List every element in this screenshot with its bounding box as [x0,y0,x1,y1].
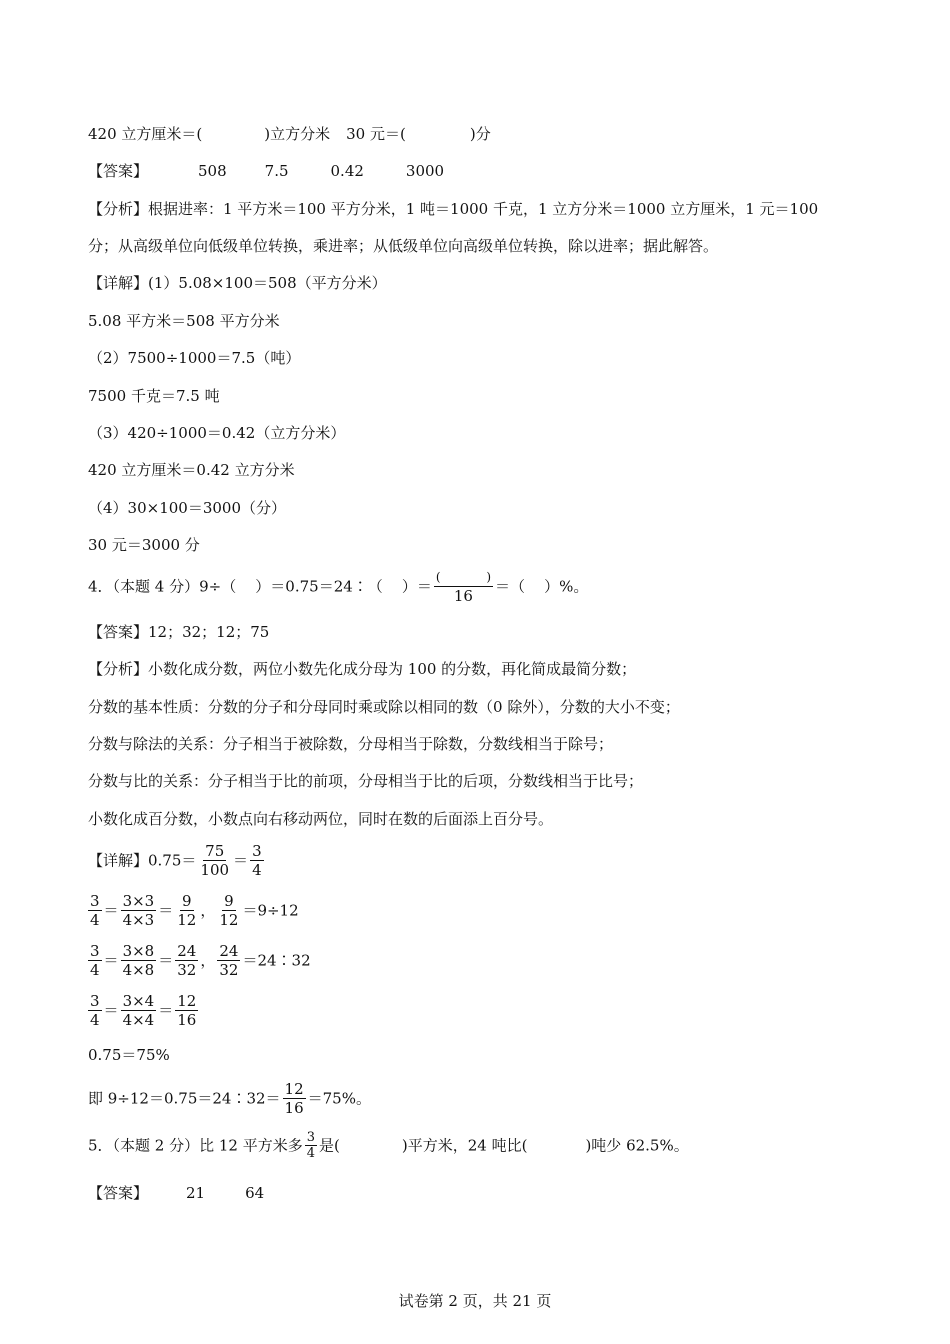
fraction-3-4: $\frac{3}{4}$ [90,942,100,979]
detail-4-line4: $\frac{3}{4}$ ＝ $\frac{3\times 4}{4\times 4}$ ＝ $\frac{12}{16}$ [90,992,197,1029]
analysis-4-line5: 小数化成百分数，小数点向右移动两位，同时在数的后面添上百分号。 [88,810,554,828]
analysis-4-line4: 分数与比的关系：分子相当于比的前项，分母相当于比的后项，分数线相当于比号； [88,772,644,790]
question-3-tail: 420 立方厘米＝( )立方分米 30 元＝( )分 [88,125,491,143]
fraction-3x3-4x3: $\frac{3\times 3}{4\times 3}$ [122,892,155,929]
fraction-3-4: $\frac{3}{4}$ [306,1130,316,1161]
detail-4-summary: 即 9÷12＝0.75＝24∶32＝ $\frac{12}{16}$ ＝75%。 [88,1080,371,1117]
fraction-3-4: $\frac{3}{4}$ [90,892,100,929]
detail-3-line5: （3）420÷1000＝0.42（立方分米） [88,424,346,442]
page-footer: 试卷第 2 页，共 21 页 [398,1292,552,1310]
detail-3-line3: （2）7500÷1000＝7.5（吨） [88,349,301,367]
detail-3-line7: （4）30×100＝3000（分） [88,499,287,517]
fraction-75-100: $\frac{75}{100}$ [200,842,230,879]
analysis-4-line2: 分数的基本性质：分数的分子和分母同时乘或除以相同的数（0 除外），分数的大小不变； [88,698,680,716]
analysis-3-line1: 【分析】根据进率：1 平方米＝100 平方分米，1 吨＝1000 千克，1 立方分米＝1000 立方厘米，1 元＝100 [88,200,819,218]
detail-3-line1: 【详解】(1）5.08×100＝508（平方分米） [88,274,387,292]
blank-fraction: $\frac{( )}{16}$ [435,570,492,605]
answer-5: 【答案】 21 64 [88,1184,265,1202]
fraction-3x8-4x8: $\frac{3\times 8}{4\times 8}$ [122,942,155,979]
fraction-24-32: $\frac{24}{32}$ [177,942,197,979]
fraction-9-12: $\frac{9}{12}$ [177,892,197,929]
detail-3-line8: 30 元＝3000 分 [88,536,200,554]
detail-3-line2: 5.08 平方米＝508 平方分米 [88,312,280,330]
fraction-3x4-4x4: $\frac{3\times 4}{4\times 4}$ [122,992,155,1029]
analysis-4-line3: 分数与除法的关系：分子相当于被除数，分母相当于除数，分数线相当于除号； [88,735,614,753]
question-4: 4．（本题 4 分）9÷（ ）＝0.75＝24∶（ ）＝ $\frac{( )}{16}$ ＝（ ）%。 [88,570,589,605]
detail-4-percent: 0.75＝75% [88,1046,170,1064]
detail-3-line6: 420 立方厘米＝0.42 立方分米 [88,461,295,479]
fraction-3-4: $\frac{3}{4}$ [90,992,100,1029]
analysis-4-line1: 【分析】小数化成分数，两位小数先化成分母为 100 的分数，再化简成最简分数； [88,660,637,678]
detail-4-line2: $\frac{3}{4}$ ＝ $\frac{3\times 3}{4\times 3}$ ＝ $\frac{9}{12}$ ， $\frac{9}{12}$ ＝9÷12 [90,892,299,929]
answer-4: 【答案】12；32；12；75 [88,623,270,641]
fraction-9-12: $\frac{9}{12}$ [219,892,239,929]
answer-3: 【答案】 508 7.5 0.42 3000 [88,162,445,180]
analysis-3-line2: 分；从高级单位向低级单位转换，乘进率；从低级单位向高级单位转换，除以进率；据此解答。 [88,237,719,255]
fraction-12-16: $\frac{12}{16}$ [284,1080,304,1117]
fraction-3-4: $\frac{3}{4}$ [252,842,262,879]
question-5: 5．（本题 2 分）比 12 平方米多 $\frac{3}{4}$ 是( )平方米，24 吨比( )吨少 62.5%。 [88,1130,689,1161]
detail-4-line3: $\frac{3}{4}$ ＝ $\frac{3\times 8}{4\times 8}$ ＝ $\frac{24}{32}$ ， $\frac{24}{32}$ ＝24∶32 [90,942,311,979]
fraction-12-16: $\frac{12}{16}$ [177,992,197,1029]
detail-3-line4: 7500 千克＝7.5 吨 [88,387,220,405]
fraction-24-32: $\frac{24}{32}$ [219,942,239,979]
detail-4-line1: 【详解】0.75＝ $\frac{75}{100}$ ＝ $\frac{3}{4}$ [88,842,262,879]
